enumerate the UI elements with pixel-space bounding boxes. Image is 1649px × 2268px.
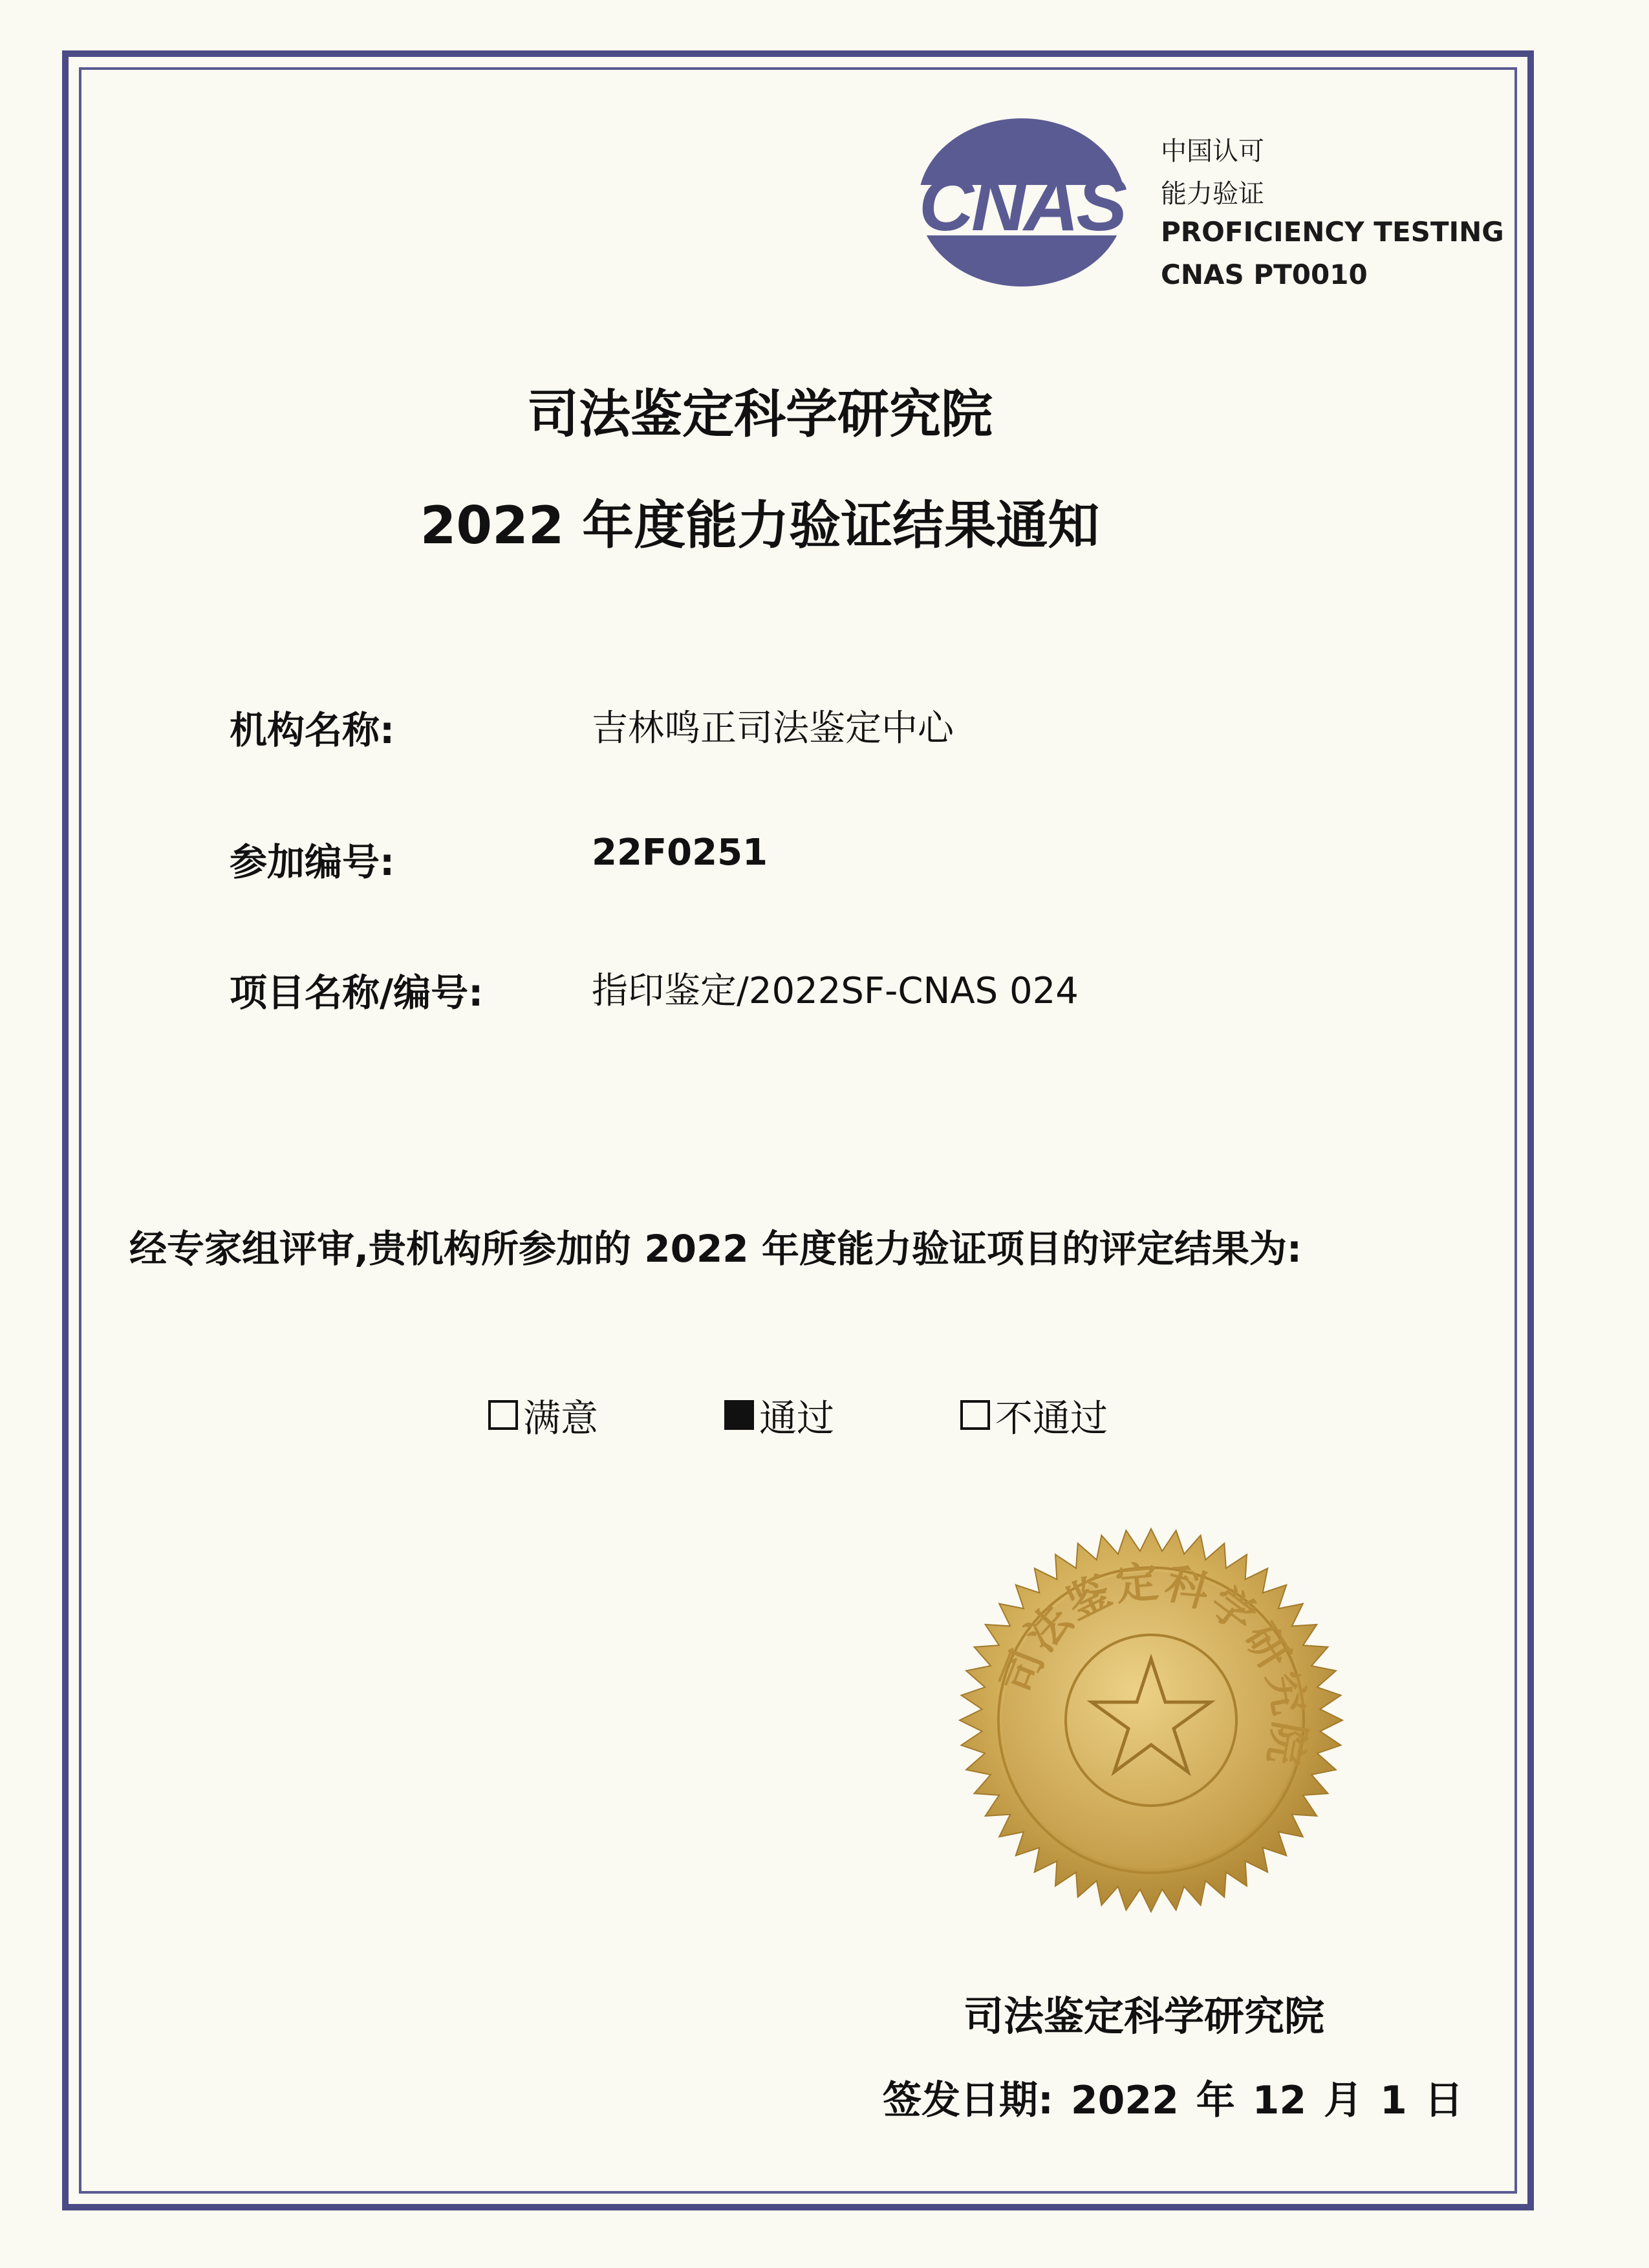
checkbox-checked — [724, 1400, 754, 1430]
project-value: 指印鉴定/2022SF-CNAS 024 — [592, 970, 1079, 1012]
issue-date-day: 1 — [1379, 2078, 1407, 2123]
option-satisfactory — [488, 1388, 598, 1442]
option-fail — [960, 1388, 1108, 1442]
issue-date-year: 2022 — [1070, 2078, 1179, 2123]
issue-date-year-unit: 年 — [1196, 2078, 1235, 2123]
issue-date — [883, 2069, 1467, 2125]
project-label: 项目名称/编号: — [230, 971, 484, 1015]
issue-date-month: 12 — [1252, 2078, 1307, 2123]
issue-date-label: 签发日期: — [883, 2078, 1053, 2123]
cnas-line-cn2: 能力验证 — [1161, 179, 1264, 209]
cnas-logo — [902, 109, 1141, 296]
checkbox-unchecked — [488, 1400, 518, 1430]
evaluation-statement: 经专家组评审,贵机构所参加的 2022 年度能力验证项目的评定结果为: — [129, 1227, 1302, 1271]
issue-date-day-unit: 日 — [1424, 2078, 1463, 2123]
cnas-line-en2: CNAS PT0010 — [1161, 259, 1368, 290]
option-label: 不通过 — [995, 1396, 1108, 1440]
cnas-line-cn1: 中国认可 — [1161, 136, 1264, 166]
participant-id-value: 22F0251 — [592, 832, 768, 874]
participant-id-label: 参加编号: — [230, 840, 395, 884]
certificate-title-line2: 2022 年度能力验证结果通知 — [420, 495, 1100, 556]
org-name-label: 机构名称: — [230, 708, 395, 752]
cnas-line-en1: PROFICIENCY TESTING — [1161, 216, 1504, 248]
gold-seal — [957, 1526, 1345, 1914]
checkbox-unchecked — [960, 1400, 990, 1430]
seal-text: 司法鉴定科学研究院 — [991, 1555, 1316, 1772]
cnas-logo-text: CNAS — [918, 162, 1125, 247]
option-pass — [724, 1388, 834, 1442]
org-name-value: 吉林鸣正司法鉴定中心 — [592, 707, 954, 750]
certificate-title-line1: 司法鉴定科学研究院 — [527, 384, 993, 444]
option-label: 满意 — [523, 1396, 599, 1440]
issue-date-month-unit: 月 — [1324, 2078, 1363, 2123]
issuer-name: 司法鉴定科学研究院 — [964, 1993, 1325, 2040]
option-label: 通过 — [759, 1396, 835, 1440]
